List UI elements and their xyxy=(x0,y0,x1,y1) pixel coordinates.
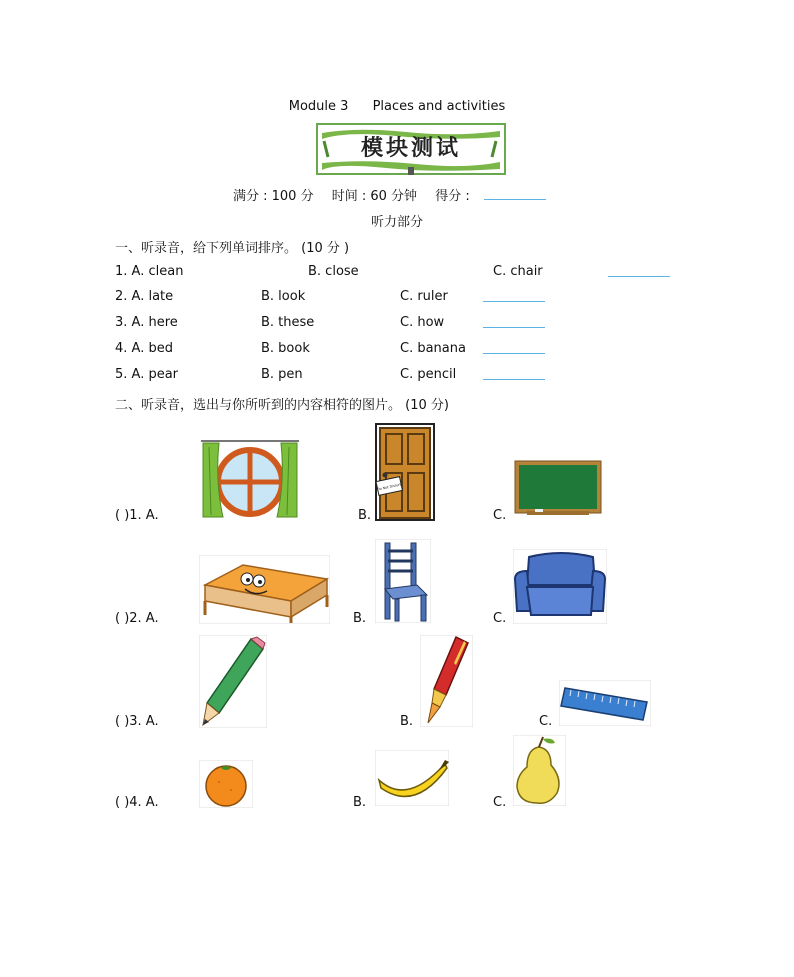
full-marks: 满分 : 100 分 xyxy=(233,189,314,204)
module-topic: Places and activities xyxy=(372,99,506,114)
banner-text: 模块测试 xyxy=(360,136,462,161)
option-a: 4. A. bed xyxy=(115,341,173,356)
question-3-prefix: ( )3. A. xyxy=(115,714,159,729)
word-row xyxy=(115,264,695,282)
part1-heading: 一、听录音，给下列单词排序。 (10 分 ) xyxy=(115,241,350,256)
option-c: C. pencil xyxy=(400,367,457,382)
question-4-option-c: C. xyxy=(493,795,507,810)
door-sign-text: Do Not Disturb xyxy=(376,482,403,492)
window-icon[interactable] xyxy=(199,437,301,521)
part2-heading: 二、听录音，选出与你所听到的内容相符的图片。 (10 分) xyxy=(115,398,449,413)
banana-icon[interactable] xyxy=(375,750,449,806)
question-4-option-b: B. xyxy=(353,795,367,810)
question-2-option-c: C. xyxy=(493,611,507,626)
question-1-option-c: C. xyxy=(493,508,507,523)
option-b: B. pen xyxy=(261,367,303,382)
door-icon[interactable] xyxy=(375,423,435,521)
option-b: B. look xyxy=(261,289,306,304)
module-number: Module 3 xyxy=(288,99,349,114)
option-b: B. these xyxy=(261,315,315,330)
answer-blank[interactable] xyxy=(483,289,545,302)
sofa-icon[interactable] xyxy=(513,549,607,624)
bed-icon[interactable] xyxy=(199,555,330,624)
option-a: 1. A. clean xyxy=(115,264,184,279)
orange-icon[interactable] xyxy=(199,760,253,808)
answer-blank[interactable] xyxy=(483,341,545,354)
ruler-icon[interactable] xyxy=(559,680,651,726)
pear-icon[interactable] xyxy=(513,735,566,806)
option-c: C. ruler xyxy=(400,289,448,304)
answer-blank[interactable] xyxy=(483,315,545,328)
pen-icon[interactable] xyxy=(420,635,473,727)
word-row xyxy=(115,341,695,359)
word-row xyxy=(115,315,695,333)
question-1-prefix: ( )1. A. xyxy=(115,508,159,523)
question-4-prefix: ( )4. A. xyxy=(115,795,159,810)
blackboard-icon[interactable] xyxy=(513,459,603,521)
pencil-icon[interactable] xyxy=(199,635,267,728)
answer-blank[interactable] xyxy=(608,264,670,277)
option-c: C. banana xyxy=(400,341,466,356)
option-a: 3. A. here xyxy=(115,315,178,330)
answer-blank[interactable] xyxy=(483,367,545,380)
time-limit: 时间 : 60 分钟 xyxy=(331,189,418,204)
score-label: 得分 : xyxy=(435,189,470,204)
option-c: C. how xyxy=(400,315,445,330)
question-1-option-b: B. xyxy=(358,508,372,523)
word-row xyxy=(115,367,695,385)
question-3-option-c: C. xyxy=(539,714,553,729)
word-row xyxy=(115,289,695,307)
score-line xyxy=(233,185,546,204)
question-2-prefix: ( )2. A. xyxy=(115,611,159,626)
question-2-option-b: B. xyxy=(353,611,367,626)
question-3-option-b: B. xyxy=(400,714,414,729)
option-b: B. close xyxy=(308,264,359,279)
option-b: B. book xyxy=(261,341,310,356)
page-title xyxy=(0,99,794,114)
option-c: C. chair xyxy=(493,264,543,279)
section-title: 听力部分 xyxy=(370,215,423,230)
option-a: 5. A. pear xyxy=(115,367,179,382)
test-banner xyxy=(316,123,506,175)
option-a: 2. A. late xyxy=(115,289,174,304)
chair-icon[interactable] xyxy=(375,539,431,623)
score-blank[interactable] xyxy=(484,187,546,200)
